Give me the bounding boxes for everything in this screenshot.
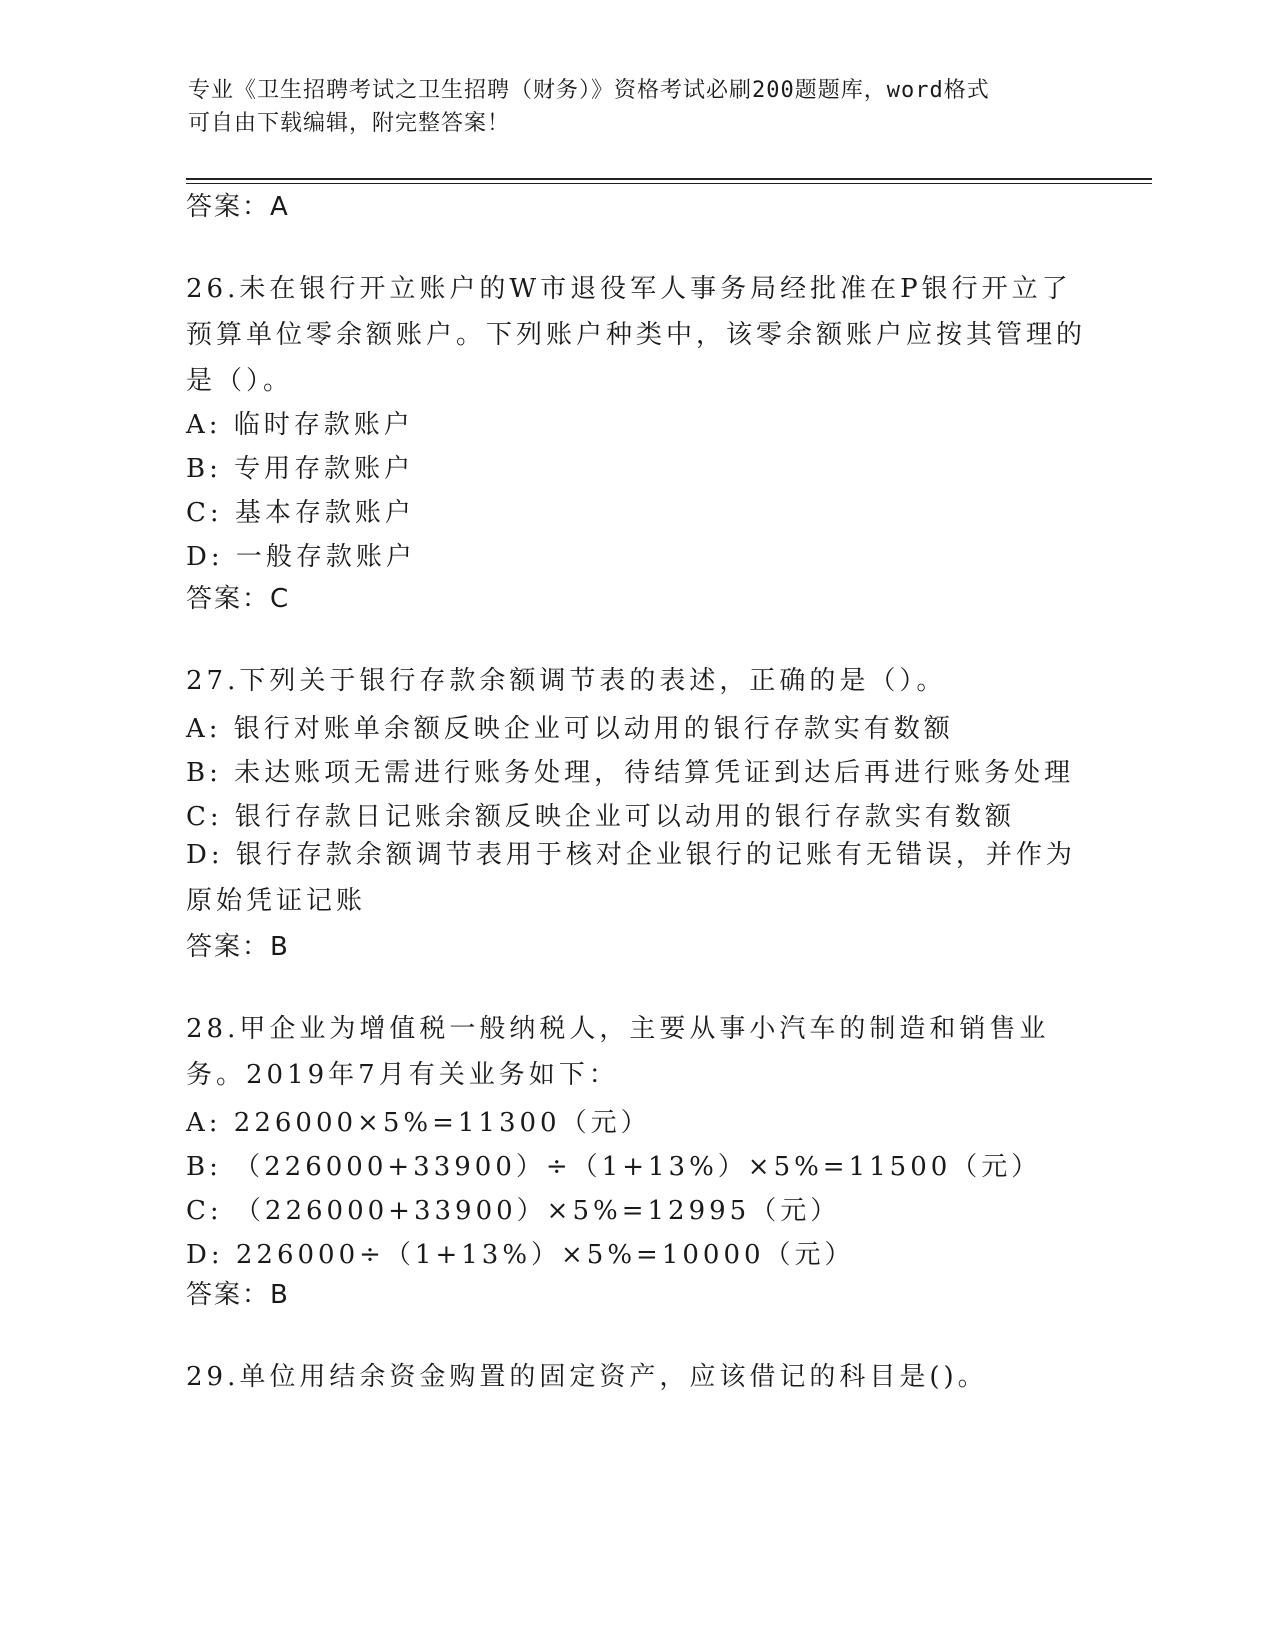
question-28-option-c: C: （226000+33900）×5%=12995（元） bbox=[186, 1196, 841, 1226]
question-28-answer: 答案：B bbox=[186, 1280, 290, 1310]
question-26-option-b: B: 专用存款账户 bbox=[186, 454, 415, 484]
document-header bbox=[188, 74, 1068, 140]
question-26-option-a: A: 临时存款账户 bbox=[186, 410, 414, 440]
question-26: 26.未在银行开立账户的W市退役军人事务局经批准在P银行开立了预算单位零余额账户。下列账户种类中，该零余额账户应按其管理的是（）。 bbox=[186, 274, 1087, 396]
question-28: 28.甲企业为增值税一般纳税人，主要从事小汽车的制造和销售业务。2019年7月有关业务如下： bbox=[186, 1014, 1050, 1090]
question-27-option-b: B: 未达账项无需进行账务处理，待结算凭证到达后再进行账务处理 bbox=[186, 758, 1075, 788]
question-27-answer: 答案：B bbox=[186, 932, 290, 962]
header-line-2: 可自由下载编辑，附完整答案！ bbox=[188, 111, 511, 136]
question-28-option-b: B: （226000+33900）÷（1+13%）×5%=11500（元） bbox=[186, 1152, 1042, 1182]
question-27: 27.下列关于银行存款余额调节表的表述，正确的是（）。 bbox=[186, 666, 947, 696]
question-26-answer: 答案：C bbox=[186, 584, 291, 614]
question-27-option-d: D: 银行存款余额调节表用于核对企业银行的记账有无错误，并作为原始凭证记账 bbox=[186, 840, 1076, 916]
header-rule-thin bbox=[186, 183, 1152, 184]
question-28-option-d: D: 226000÷（1+13%）×5%=10000（元） bbox=[186, 1240, 855, 1270]
question-28-option-a: A: 226000×5%=11300（元） bbox=[186, 1108, 651, 1138]
question-26-option-d: D: 一般存款账户 bbox=[186, 542, 416, 572]
header-line-1: 专业《卫生招聘考试之卫生招聘（财务）》资格考试必刷200题题库，word格式 bbox=[188, 78, 990, 103]
question-27-option-c: C: 银行存款日记账余额反映企业可以动用的银行存款实有数额 bbox=[186, 802, 1015, 832]
question-29: 29.单位用结余资金购置的固定资产，应该借记的科目是()。 bbox=[186, 1362, 988, 1392]
question-26-option-c: C: 基本存款账户 bbox=[186, 498, 415, 528]
question-27-option-a: A: 银行对账单余额反映企业可以动用的银行存款实有数额 bbox=[186, 714, 954, 744]
answer-line: 答案：A bbox=[186, 192, 290, 222]
header-rule-thick bbox=[186, 178, 1152, 180]
